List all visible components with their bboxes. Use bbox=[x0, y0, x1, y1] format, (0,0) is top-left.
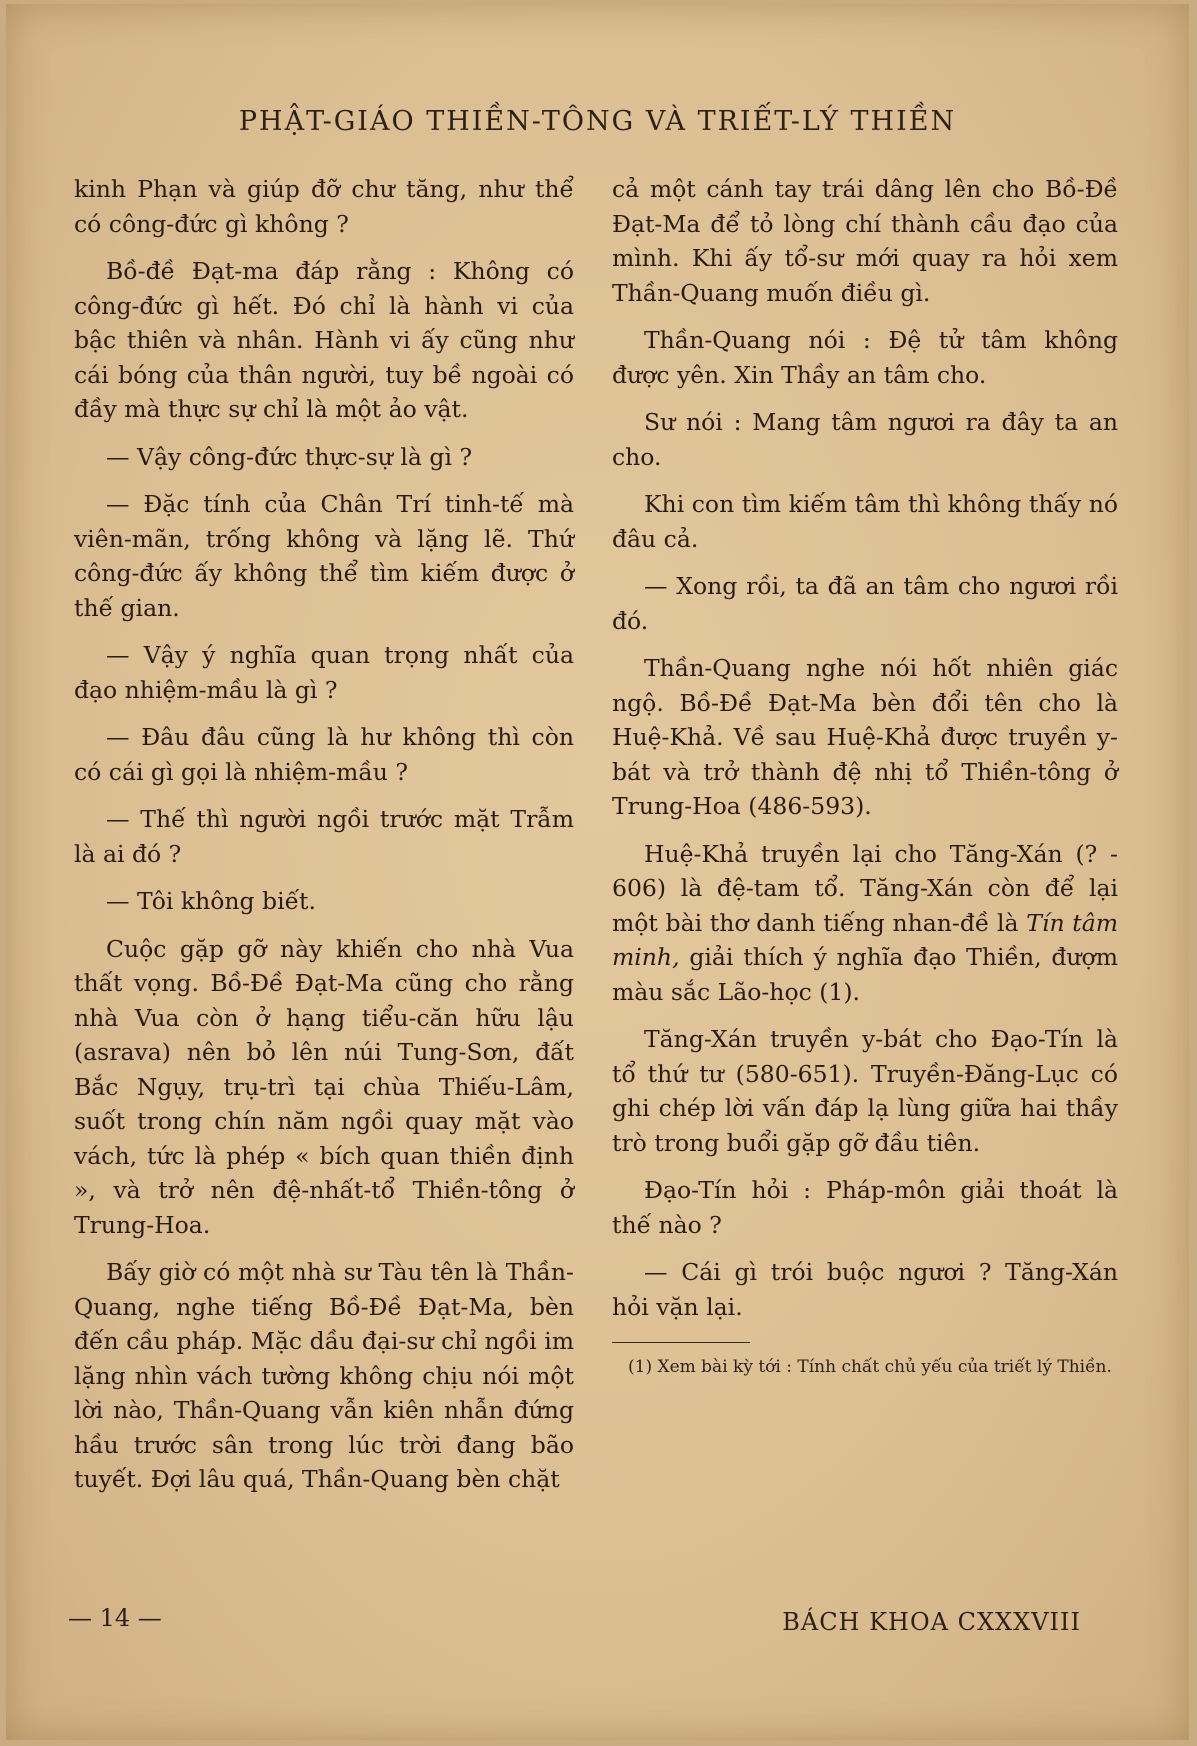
footnote-rule bbox=[612, 1342, 750, 1343]
paragraph: Bồ-đề Đạt-ma đáp rằng : Không có công-đức gì hết. Đó chỉ là hành vi của bậc thiên và nhân. Hành vi ấy cũng như cái bóng của thân người, tuy bề ngoài có đầy mà thực sự chỉ là một ảo vật. bbox=[74, 257, 574, 423]
paragraph: — Xong rồi, ta đã an tâm cho ngươi rồi đó. bbox=[612, 572, 1118, 635]
paragraph: Khi con tìm kiếm tâm thì không thấy nó đâu cả. bbox=[612, 490, 1118, 553]
paragraph: — Cái gì trói buộc ngươi ? Tăng-Xán hỏi vặn lại. bbox=[612, 1258, 1118, 1321]
running-head: PHẬT-GIÁO THIỀN-TÔNG VÀ TRIẾT-LÝ THIỀN bbox=[238, 106, 957, 137]
paragraph: Bấy giờ có một nhà sư Tàu tên là Thần-Quang, nghe tiếng Bồ-Đề Đạt-Ma, bèn đến cầu pháp. Mặc dầu đại-sư chỉ ngồi im lặng nhìn vách tường không chịu nói một lời nào, Thần-Quang vẫn kiên nhẫn đứng hầu trước sân trong lúc trời đang bão tuyết. Đợi lâu quá, Thần-Quang bèn chặt bbox=[74, 1258, 574, 1493]
paragraph: — Đặc tính của Chân Trí tinh-tế mà viên-mãn, trống không và lặng lẽ. Thứ công-đức ấy không thể tìm kiếm được ở thế gian. bbox=[74, 490, 574, 622]
poem-title: Tín tâm minh, bbox=[612, 908, 1118, 971]
paragraph: Thần-Quang nghe nói hốt nhiên giác ngộ. Bồ-Đề Đạt-Ma bèn đổi tên cho là Huệ-Khả. Về sau Huệ-Khả được truyền y-bát và trở thành đệ nhị tổ Thiền-tông ở Trung-Hoa (486-593). bbox=[612, 654, 1118, 820]
magazine-page bbox=[6, 4, 1189, 1740]
paragraph: — Tôi không biết. bbox=[106, 887, 316, 915]
paragraph: — Vậy công-đức thực-sự là gì ? bbox=[106, 442, 473, 471]
paragraph: — Thế thì người ngồi trước mặt Trẫm là ai đó ? bbox=[74, 805, 574, 868]
paragraph: Thần-Quang nói : Đệ tử tâm không được yên. Xin Thầy an tâm cho. bbox=[612, 326, 1118, 389]
right-column bbox=[612, 172, 1118, 1381]
paragraph: Đạo-Tín hỏi : Pháp-môn giải thoát là thế nào ? bbox=[612, 1176, 1118, 1239]
paragraph: — Vậy ý nghĩa quan trọng nhất của đạo nhiệm-mầu là gì ? bbox=[74, 641, 574, 704]
paragraph bbox=[612, 837, 1118, 1010]
paragraph-text: Huệ-Khả truyền lại cho Tăng-Xán (? - 606) là đệ-tam tổ. Tăng-Xán còn để lại một bài thơ danh tiếng nhan-đề là bbox=[612, 839, 1118, 937]
paragraph: cả một cánh tay trái dâng lên cho Bồ-Đề Đạt-Ma để tỏ lòng chí thành cầu đạo của mình. Khi ấy tổ-sư mới quay ra hỏi xem Thần-Quang muốn điều gì. bbox=[612, 175, 1118, 307]
footnote: (1) Xem bài kỳ tới : Tính chất chủ yếu của triết lý Thiền. bbox=[628, 1357, 1112, 1377]
page-number: — 14 — bbox=[68, 1604, 162, 1632]
paragraph: Cuộc gặp gỡ này khiến cho nhà Vua thất vọng. Bồ-Đề Đạt-Ma cũng cho rằng nhà Vua còn ở hạng tiểu-căn hữu lậu (asrava) nên bỏ lên núi Tung-Sơn, đất Bắc Ngụy, trụ-trì tại chùa Thiếu-Lâm, suốt trong chín năm ngồi quay mặt vào vách, tức là phép « bích quan thiền định », và trở nên đệ-nhất-tổ Thiền-tông ở Trung-Hoa. bbox=[74, 934, 574, 1239]
paragraph: Tăng-Xán truyền y-bát cho Đạo-Tín là tổ thứ tư (580-651). Truyền-Đăng-Lục có ghi chép lời vấn đáp lạ lùng giữa hai thầy trò trong buổi gặp gỡ đầu tiên. bbox=[612, 1025, 1118, 1157]
left-column bbox=[74, 172, 574, 1510]
footer-title: BÁCH KHOA CXXXVIII bbox=[782, 1608, 1081, 1636]
paragraph-text: giải thích ý nghĩa đạo Thiền, đượm màu sắc Lão-học (1). bbox=[612, 943, 1118, 1006]
paragraph: kinh Phạn và giúp đỡ chư tăng, như thể có công-đức gì không ? bbox=[74, 175, 574, 238]
paragraph: Sư nói : Mang tâm ngươi ra đây ta an cho. bbox=[612, 408, 1118, 471]
paragraph: — Đâu đâu cũng là hư không thì còn có cái gì gọi là nhiệm-mầu ? bbox=[74, 723, 574, 786]
